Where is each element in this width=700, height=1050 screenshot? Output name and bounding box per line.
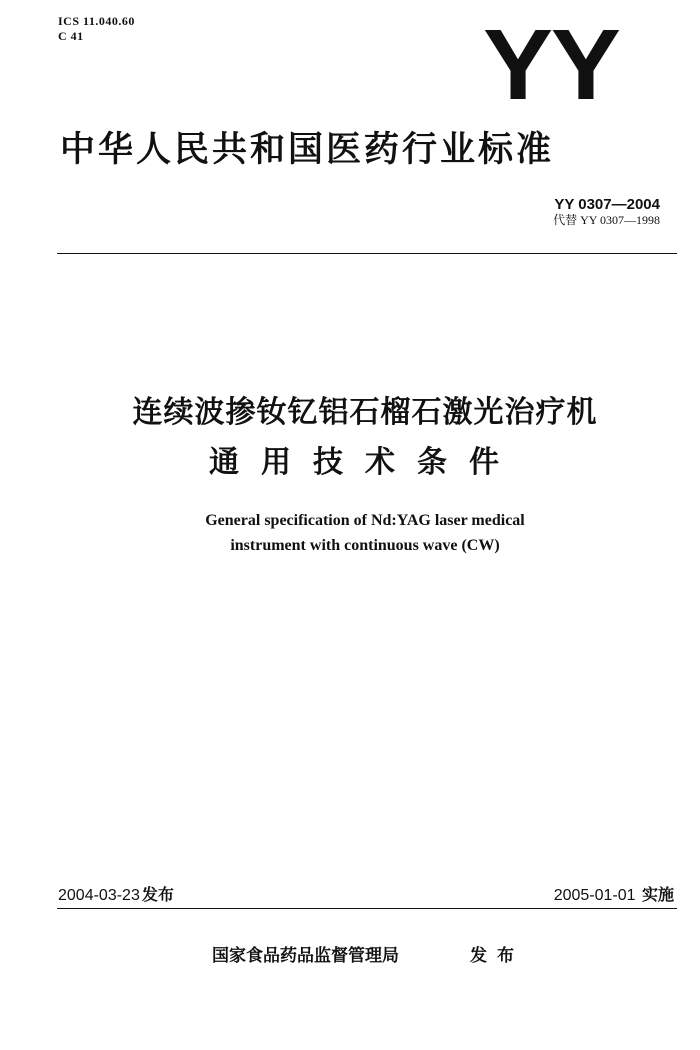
replaces-standard: 代替 YY 0307—1998 bbox=[553, 213, 660, 227]
bottom-divider bbox=[57, 908, 677, 909]
document-title-en-line2: instrument with continuous wave (CW) bbox=[230, 537, 500, 554]
top-divider bbox=[57, 253, 677, 254]
issue-date: 2004-03-23 bbox=[58, 887, 140, 904]
publisher-name: 国家食品药品监督管理局 bbox=[212, 946, 399, 966]
implementation-label: 实施 bbox=[641, 885, 674, 904]
document-title-en bbox=[0, 508, 700, 558]
implementation-date: 2005-01-01 bbox=[553, 887, 636, 904]
ics-code: ICS 11.040.60 bbox=[58, 14, 135, 28]
issue-date-block bbox=[58, 885, 174, 906]
issue-label: 发布 bbox=[141, 885, 174, 904]
document-title-cn-line1: 连续波掺钕钇铝石榴石激光治疗机 bbox=[132, 395, 598, 430]
document-title-cn-line2: 通用技术条件 bbox=[209, 445, 521, 480]
ccs-code: C 41 bbox=[58, 29, 84, 43]
implementation-date-block bbox=[554, 885, 674, 906]
yy-logo: YY bbox=[483, 9, 619, 121]
standard-number: YY 0307—2004 bbox=[554, 196, 660, 213]
publish-label: 发布 bbox=[470, 946, 524, 966]
document-title-en-line1: General specification of Nd:YAG laser medical bbox=[205, 512, 525, 529]
standard-type-heading: 中华人民共和国医药行业标准 bbox=[60, 130, 555, 170]
